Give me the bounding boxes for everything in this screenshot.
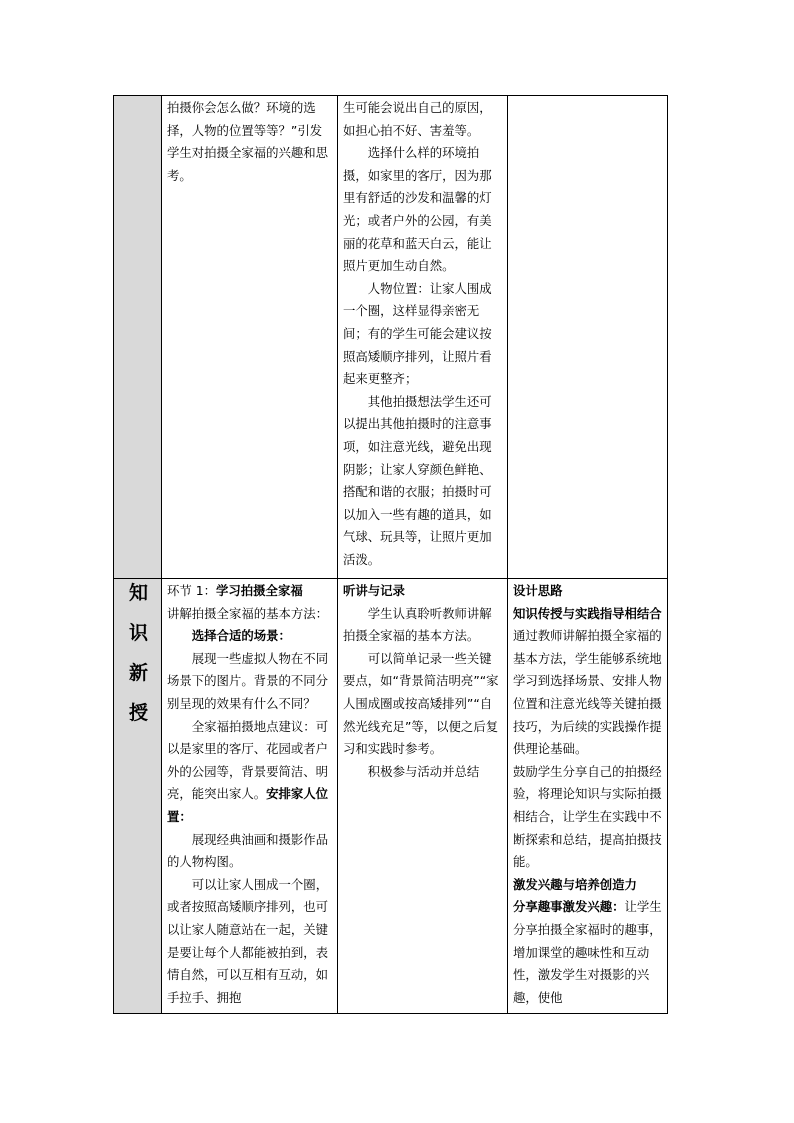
design-intent-cell <box>508 579 668 1014</box>
section-label-char: 知 <box>128 582 148 604</box>
paragraph: 积极参与活动并总结 <box>367 763 480 779</box>
paragraph <box>167 716 334 829</box>
paragraph: 选择什么样的环境拍摄，如家里的客厅，因为那里有舒适的沙发和温馨的灯光；或者户外的公园，有美丽的花草和蓝天白云，能让照片更加生动自然。 <box>343 145 492 274</box>
student-activity-cell <box>338 96 508 579</box>
student-activity-cell <box>338 579 508 1014</box>
step-heading <box>167 580 334 603</box>
paragraph: 讲解拍摄全家福的基本方法： <box>167 605 329 621</box>
section-label-char: 授 <box>128 702 148 724</box>
design-intent-cell <box>508 96 668 579</box>
paragraph-text: 全家福拍摄地点建议：可以是家里的客厅、花园或者户外的公园等，背景要简洁、明亮，能突出家人。 <box>167 718 329 802</box>
step-prefix: 环节 1： <box>167 583 216 598</box>
paragraph: 学生认真聆听教师讲解拍摄全家福的基本方法。 <box>343 605 492 644</box>
paragraph: 鼓励学生分享自己的拍摄经验，将理论知识与实际拍摄相结合，让学生在实践中不断探索和总结，提高拍摄技能。 <box>513 763 662 870</box>
paragraph: 人物位置：让家人围成一个圈，这样显得亲密无间；有的学生可能会建议按照高矮顺序排列，让照片看起来更整齐； <box>343 280 492 387</box>
paragraph: 可以让家人围成一个圈，或者按照高矮顺序排列，也可以让家人随意站在一起，关键是要让每个人都能被拍到，表情自然，可以互相有互动，如手拉手、拥抱 <box>167 876 329 1005</box>
paragraph: 可以简单记录一些关键要点，如“背景简洁明亮”“家人围成圈或按高矮排列”“自然光线充足”等，以便之后复习和实践时参考。 <box>343 650 499 757</box>
subheading: 安排家人位置： <box>167 786 329 824</box>
paragraph-text: 让学生分享拍摄全家福时的趣事，增加课堂的趣味性和互动性，激发学生对摄影的兴趣，使他 <box>513 899 662 1005</box>
teacher-activity-cell <box>162 96 338 579</box>
step-title: 学习拍摄全家福 <box>216 583 303 598</box>
subheading: 知识传授与实践指导相结合 <box>513 605 662 621</box>
subheading: 听讲与记录 <box>343 583 405 598</box>
paragraph: 通过教师讲解拍摄全家福的基本方法，学生能够系统地学习到选择场景、安排人物位置和注意光线等关键拍摄技巧，为后续的实践操作提供理论基础。 <box>513 628 662 757</box>
subheading: 分享趣事激发兴趣： <box>513 899 625 915</box>
paragraph: 其他拍摄想法学生还可以提出其他拍摄时的注意事项，如注意光线，避免出现阴影；让家人穿颜色鲜艳、搭配和谐的衣服；拍摄时可以加入一些有趣的道具，如气球、玩具等，让照片更加活泼。 <box>343 393 492 567</box>
paragraph: 展现一些虚拟人物在不同场景下的图片。背景的不同分别呈现的效果有什么不同？ <box>167 650 329 711</box>
subheading: 激发兴趣与培养创造力 <box>513 876 637 892</box>
subheading: 设计思路 <box>513 583 563 598</box>
table-row <box>114 579 668 1014</box>
teacher-activity-cell <box>162 579 338 1014</box>
section-label-cell <box>114 579 162 1014</box>
teacher-activity-text: 拍摄你会怎么做？环境的选择，人物的位置等等？”引发学生对拍摄全家福的兴趣和思考。 <box>167 100 329 183</box>
paragraph: 生可能会说出自己的原因，如担心拍不好、害羞等。 <box>343 100 492 138</box>
lesson-plan-table <box>113 95 668 1014</box>
section-label-cell-empty <box>114 96 162 579</box>
section-label-char: 识 <box>128 622 148 644</box>
section-label-char: 新 <box>128 662 148 684</box>
section-label <box>119 580 158 726</box>
table-row <box>114 96 668 579</box>
subheading: 选择合适的场景： <box>191 628 291 644</box>
paragraph <box>513 896 664 1009</box>
paragraph: 展现经典油画和摄影作品的人物构图。 <box>167 831 329 870</box>
